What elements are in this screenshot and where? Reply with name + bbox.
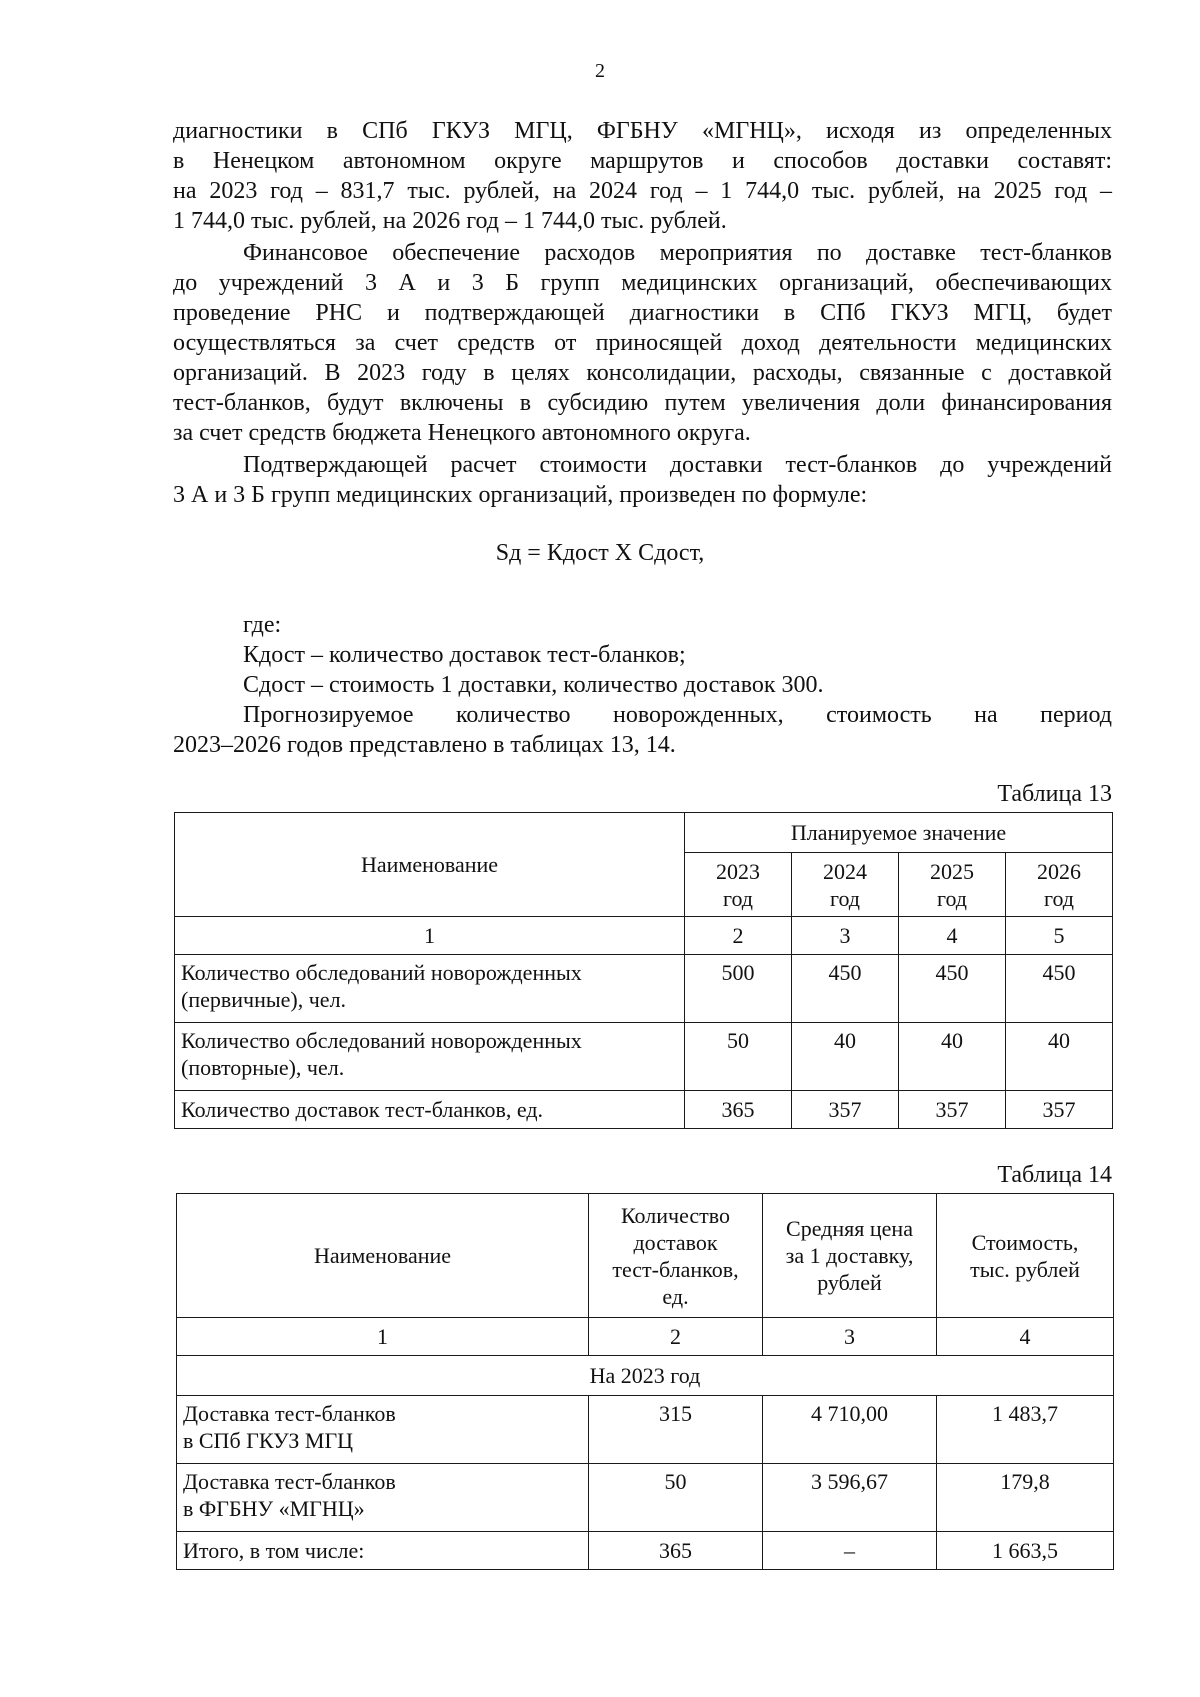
forecast-line-1: Прогнозируемое количество новорожденных, стоимость на период: [243, 702, 1112, 728]
t13-col-number: 2: [685, 917, 792, 955]
t13-header-planned: Планируемое значение: [685, 813, 1113, 853]
t13-col-number: 4: [899, 917, 1006, 955]
t14-header-line: за 1 доставку,: [785, 1243, 914, 1268]
table-row: [175, 1091, 1113, 1129]
t14-col-number: 2: [589, 1318, 763, 1356]
t14-row-name: Итого, в том числе:: [177, 1532, 589, 1570]
t13-year-value: 2026: [1037, 858, 1081, 884]
formula: Sд = Кдост Х Сдост,: [495, 540, 705, 566]
t13-header-year-2026: [1006, 853, 1113, 917]
table-row: [177, 1464, 1114, 1532]
t14-header-cost: [937, 1194, 1114, 1318]
t13-row-name-line: (первичные), чел.: [181, 987, 347, 1012]
t13-cell: 365: [685, 1091, 792, 1129]
t13-col-number: 1: [175, 917, 685, 955]
t14-cell: 50: [589, 1464, 763, 1532]
t14-header-row: [177, 1194, 1114, 1318]
t14-cell: 1 663,5: [937, 1532, 1114, 1570]
table-14-caption: Таблица 14: [997, 1162, 1112, 1188]
t14-header-name: Наименование: [177, 1194, 589, 1318]
t13-cell: 40: [792, 1023, 899, 1091]
t14-row-name: [177, 1396, 589, 1464]
t14-row-name-line: Доставка тест-бланков: [183, 1401, 396, 1426]
t13-cell: 450: [899, 955, 1006, 1023]
paragraph-1-line-4: 1 744,0 тыс. рублей, на 2026 год – 1 744,0 тыс. рублей.: [173, 208, 727, 234]
t13-header-year-2025: [899, 853, 1006, 917]
paragraph-2-line-6: тест-бланков, будут включены в субсидию путем увеличения доли финансирования: [173, 390, 1112, 416]
paragraph-2-line-5: организаций. В 2023 году в целях консолидации, расходы, связанные с доставкой: [173, 360, 1112, 386]
t13-year-value: 2024: [823, 858, 867, 884]
t14-cell: –: [763, 1532, 937, 1570]
table-14: [176, 1193, 1114, 1570]
t14-cell: 1 483,7: [937, 1396, 1114, 1464]
t14-section-title: На 2023 год: [177, 1356, 1114, 1396]
t13-header-year-2023: [685, 853, 792, 917]
t14-row-name-line: в СПб ГКУЗ МГЦ: [183, 1428, 354, 1453]
forecast-line-2: 2023–2026 годов представлено в таблицах 13, 14.: [173, 732, 676, 758]
t14-header-count: [589, 1194, 763, 1318]
t13-row-name: [175, 955, 685, 1023]
t14-cell: 3 596,67: [763, 1464, 937, 1532]
paragraph-2-line-4: осуществляться за счет средств от приносящей доход деятельности медицинских: [173, 330, 1112, 356]
t14-cell: 365: [589, 1532, 763, 1570]
t14-cell: 315: [589, 1396, 763, 1464]
t13-header-year-2024: [792, 853, 899, 917]
t13-cell: 357: [792, 1091, 899, 1129]
t13-col-number: 5: [1006, 917, 1113, 955]
t14-header-line: Количество: [620, 1202, 731, 1228]
t14-cell: 179,8: [937, 1464, 1114, 1532]
t13-year-value: 2023: [716, 858, 760, 884]
t13-row-name-line: (повторные), чел.: [181, 1055, 345, 1080]
t14-column-numbers-row: [177, 1318, 1114, 1356]
where-item-kdost: Кдост – количество доставок тест-бланков;: [243, 642, 686, 668]
t13-cell: 40: [899, 1023, 1006, 1091]
t14-section-row: [177, 1356, 1114, 1396]
t13-year-unit: год: [1043, 885, 1075, 911]
t14-cell: 4 710,00: [763, 1396, 937, 1464]
paragraph-2-line-7: за счет средств бюджета Ненецкого автономного округа.: [173, 420, 751, 446]
t14-row-name-line: в ФГБНУ «МГНЦ»: [183, 1496, 365, 1521]
paragraph-2-line-2: до учреждений 3 А и 3 Б групп медицинских организаций, обеспечивающих: [173, 270, 1112, 296]
paragraph-1-line-3: на 2023 год – 831,7 тыс. рублей, на 2024 год – 1 744,0 тыс. рублей, на 2025 год –: [173, 178, 1112, 204]
t14-row-name: [177, 1464, 589, 1532]
t14-col-number: 4: [937, 1318, 1114, 1356]
t13-col-number: 3: [792, 917, 899, 955]
t14-header-line: рублей: [817, 1270, 882, 1295]
t13-cell: 50: [685, 1023, 792, 1091]
t13-year-unit: год: [936, 885, 968, 911]
t13-cell: 500: [685, 955, 792, 1023]
paragraph-3-line-2: 3 А и 3 Б групп медицинских организаций, произведен по формуле:: [173, 482, 868, 508]
t13-column-numbers-row: [175, 917, 1113, 955]
t13-cell: 40: [1006, 1023, 1113, 1091]
table-13: [174, 812, 1113, 1129]
t14-header-line: Средняя цена: [786, 1216, 913, 1241]
t13-year-unit: год: [829, 885, 861, 911]
t14-col-number: 3: [763, 1318, 937, 1356]
t13-row-name-line: Количество обследований новорожденных: [181, 1028, 582, 1053]
t14-col-number: 1: [177, 1318, 589, 1356]
t14-header-line: доставок: [633, 1229, 718, 1255]
t13-row-name: [175, 1023, 685, 1091]
paragraph-1-line-1: диагностики в СПб ГКУЗ МГЦ, ФГБНУ «МГНЦ», исходя из определенных: [173, 118, 1112, 144]
table-13-caption: Таблица 13: [997, 781, 1112, 807]
t13-year-value: 2025: [930, 858, 974, 884]
t13-header-name: Наименование: [175, 813, 685, 917]
t13-cell: 357: [1006, 1091, 1113, 1129]
where-item-sdost: Сдост – стоимость 1 доставки, количество доставок 300.: [243, 672, 824, 698]
page-number: 2: [595, 60, 605, 82]
t13-row-name-line: Количество обследований новорожденных: [181, 960, 582, 985]
t13-cell: 357: [899, 1091, 1006, 1129]
t14-header-line: ед.: [662, 1283, 689, 1309]
table-row: [175, 955, 1113, 1023]
t13-year-unit: год: [722, 885, 754, 911]
paragraph-3-line-1: Подтверждающей расчет стоимости доставки тест-бланков до учреждений: [243, 452, 1112, 478]
t14-header-price: [763, 1194, 937, 1318]
t14-header-line: тыс. рублей: [970, 1256, 1080, 1282]
t13-row-name: Количество доставок тест-бланков, ед.: [175, 1091, 685, 1129]
table-row: [177, 1532, 1114, 1570]
t14-row-name-line: Доставка тест-бланков: [183, 1469, 396, 1494]
where-label: где:: [243, 612, 282, 638]
paragraph-2-line-3: проведение РНС и подтверждающей диагностики в СПб ГКУЗ МГЦ, будет: [173, 300, 1112, 326]
table-row: [175, 1023, 1113, 1091]
paragraph-2-line-1: Финансовое обеспечение расходов мероприятия по доставке тест-бланков: [243, 240, 1112, 266]
paragraph-1-line-2: в Ненецком автономном округе маршрутов и способов доставки составят:: [173, 148, 1112, 174]
t13-cell: 450: [1006, 955, 1113, 1023]
t14-header-line: тест-бланков,: [612, 1256, 739, 1282]
table-row: [177, 1396, 1114, 1464]
t14-header-line: Стоимость,: [971, 1229, 1079, 1255]
t13-cell: 450: [792, 955, 899, 1023]
